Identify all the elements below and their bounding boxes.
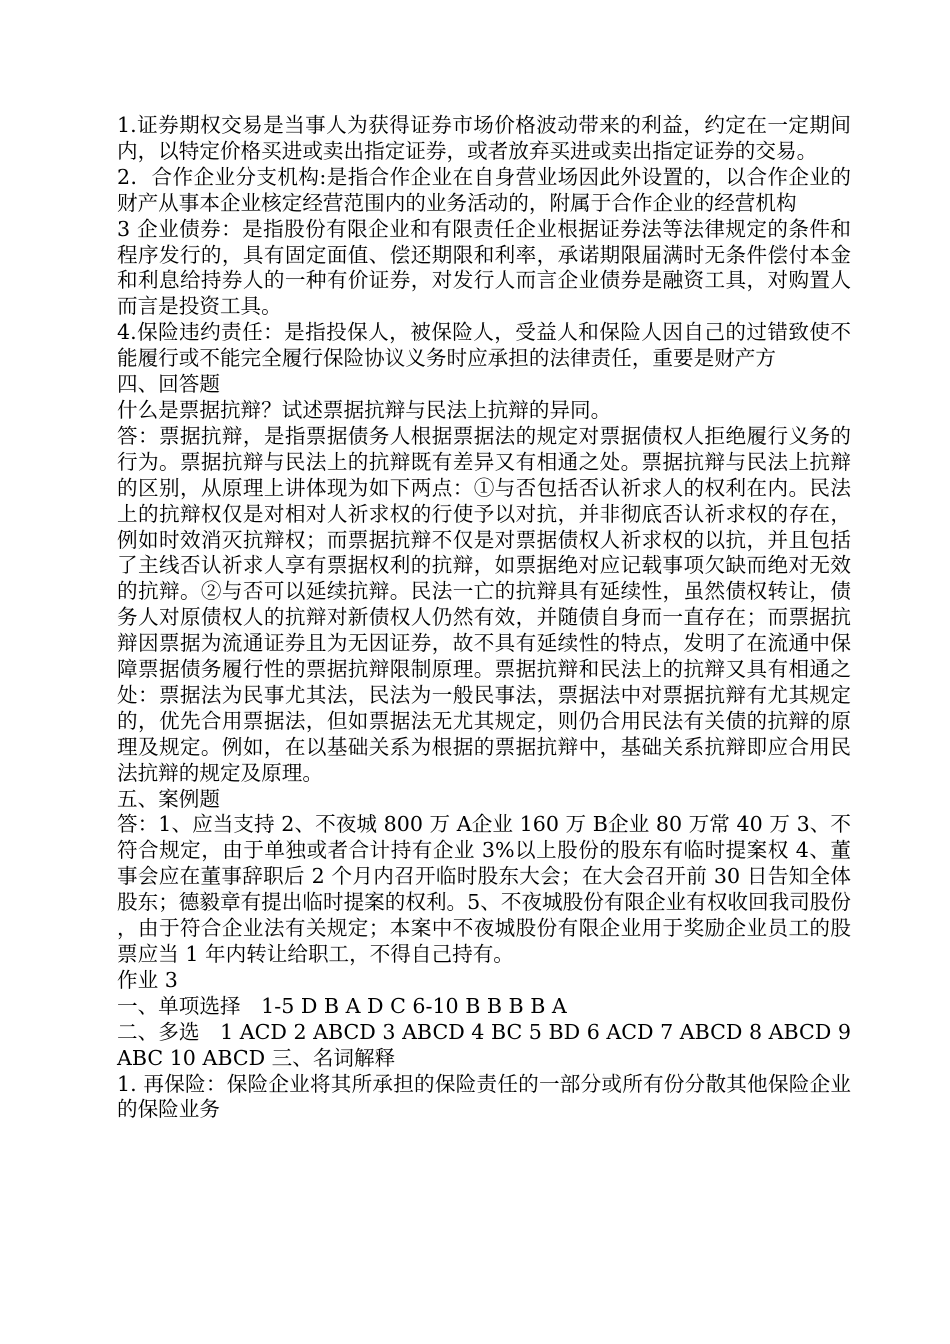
multiple-choice-answers: 二、多选 1 ACD 2 ABCD 3 ABCD 4 BC 5 BD 6 ACD 7 ABCD 8 ABCD 9 ABC 10 ABCD 三、名词解释 xyxy=(117,1019,851,1070)
definition-securities-options: 1.证券期权交易是当事人为获得证券市场价格波动带来的利益，约定在一定期间内，以特定价格买进或卖出指定证券，或者放弃买进或卖出指定证券的交易。 xyxy=(117,113,851,163)
document-page xyxy=(117,113,851,1123)
definition-branch-office: 2．合作企业分支机构:是指合作企业在自身营业场因此外设置的，以合作企业的财产从事本企业核定经营范围内的业务活动的，附属于合作企业的经营机构 xyxy=(117,164,851,215)
single-choice-answers: 一、单项选择 1-5 D B A D C 6-10 B B B B A xyxy=(117,993,567,1018)
section-heading-case-study: 五、案例题 xyxy=(117,786,220,811)
definition-corporate-bonds: 3 企业债券：是指股份有限企业和有限责任企业根据证券法等法律规定的条件和程序发行的，具有固定面值、偿还期限和利率，承诺期限届满时无条件偿付本金和利息给持券人的一种有价证券，对发行人而言企业债券是融资工具，对购置人而言是投资工具。 xyxy=(117,216,851,319)
definition-insurance-liability: 4.保险违约责任：是指投保人，被保险人，受益人和保险人因自己的过错致使不能履行或不能完全履行保险协议义务时应承担的法律责任，重要是财产方 xyxy=(117,320,851,371)
definition-reinsurance: 1. 再保险：保险企业将其所承担的保险责任的一部分或所有份分散其他保险企业的保险业务 xyxy=(117,1071,851,1122)
case-study-answer: 答：1、应当支持 2、不夜城 800 万 A企业 160 万 B企业 80 万常 40 万 3、不符合规定，由于单独或者合计持有企业 3%以上股份的股东有临时提案权 4、董事会应在董事辞职后 2 个月内召开临时股东大会；在大会召开前 30 日告知全体股东；德毅章有提出临时提案的权利。5、不夜城股份有限企业有权收回我司股份，由于符合企业法有关规定；本案中不夜城股份有限企业用于奖励企业员工的股票应当 1 年内转让给职工，不得自己持有。 xyxy=(117,812,851,966)
question-text: 什么是票据抗辩？试述票据抗辩与民法上抗辩的异同。 xyxy=(117,397,612,422)
section-heading-answer-questions: 四、回答题 xyxy=(117,372,220,397)
answer-text: 答：票据抗辩，是指票据债务人根据票据法的规定对票据债权人拒绝履行义务的行为。票据抗辩与民法上的抗辩既有差异又有相通之处。票据抗辩与民法上抗辩的区别，从原理上讲体现为如下两点：①与否包括否认祈求人的权利在内。民法上的抗辩权仅是对相对人祈求权的行使予以对抗，并非彻底否认祈求权的存在，例如时效消灭抗辩权；而票据抗辩不仅是对票据债权人祈求权的以抗，并且包括了主线否认祈求人享有票据权利的抗辩，如票据绝对应记载事项欠缺而绝对无效的抗辩。②与否可以延续抗辩。民法一亡的抗辩具有延续性，虽然债权转让，债务人对原债权人的抗辩对新债权人仍然有效，并随债自身而一直存在；而票据抗辩因票据为流通证券且为无因证券，故不具有延续性的特点，发明了在流通中保障票据债务履行性的票据抗辩限制原理。票据抗辩和民法上的抗辩又具有相通之处：票据法为民事尤其法，民法为一般民事法，票据法中对票据抗辩有尤其规定的，优先合用票据法，但如票据法无尤其规定，则仍合用民法有关债的抗辩的原理及规定。例如，在以基础关系为根据的票据抗辩中，基础关系抗辩即应合用民法抗辩的规定及原理。 xyxy=(117,423,851,785)
assignment-heading: 作业 3 xyxy=(117,967,178,992)
